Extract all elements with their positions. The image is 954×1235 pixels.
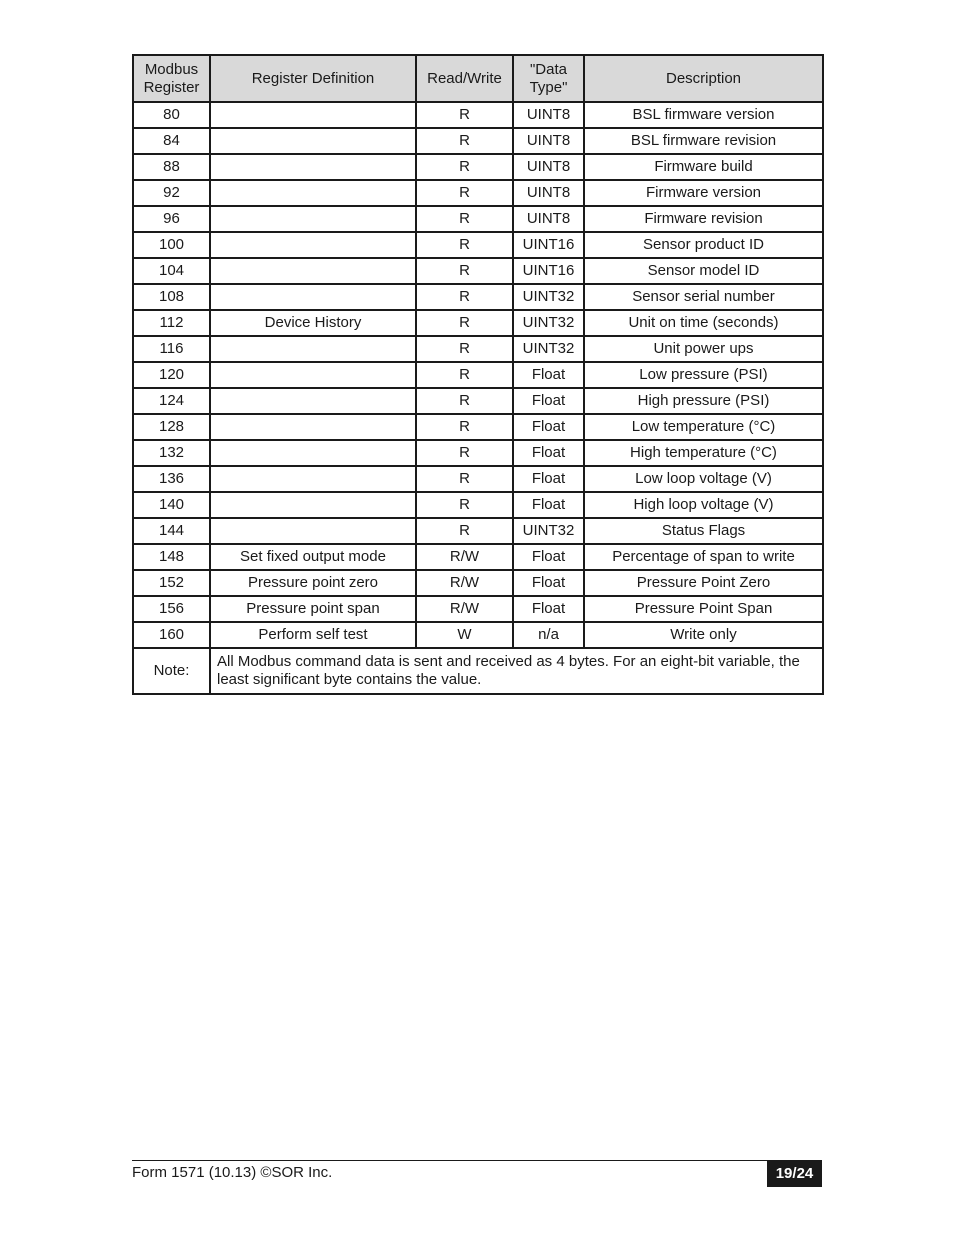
cell-register: 144 [133,518,210,544]
cell-data-type: Float [513,596,584,622]
cell-definition [210,232,416,258]
cell-read-write: R [416,414,513,440]
cell-register: 124 [133,388,210,414]
cell-register: 96 [133,206,210,232]
modbus-register-table [132,54,824,695]
note-row [133,648,823,694]
cell-definition [210,414,416,440]
cell-read-write: R [416,310,513,336]
cell-read-write: R [416,258,513,284]
cell-description: Low pressure (PSI) [584,362,823,388]
cell-register: 140 [133,492,210,518]
cell-definition [210,492,416,518]
cell-data-type: Float [513,466,584,492]
cell-register: 100 [133,232,210,258]
cell-read-write: R [416,492,513,518]
footer-form-text: Form 1571 (10.13) ©SOR Inc. [132,1164,333,1181]
cell-definition [210,180,416,206]
header-read-write: Read/Write [416,55,513,102]
cell-register: 84 [133,128,210,154]
cell-register: 112 [133,310,210,336]
table-row [133,362,823,388]
cell-read-write: R [416,284,513,310]
cell-data-type: UINT8 [513,180,584,206]
cell-definition [210,284,416,310]
cell-description: Low temperature (°C) [584,414,823,440]
note-label: Note: [133,648,210,694]
cell-register: 160 [133,622,210,648]
cell-data-type: UINT32 [513,284,584,310]
cell-register: 148 [133,544,210,570]
table-header-row [133,55,823,102]
cell-read-write: R [416,206,513,232]
table-row [133,388,823,414]
cell-read-write: R [416,336,513,362]
cell-read-write: R [416,102,513,128]
table-row [133,336,823,362]
cell-description: Write only [584,622,823,648]
cell-data-type: Float [513,414,584,440]
cell-definition: Pressure point span [210,596,416,622]
cell-definition [210,102,416,128]
cell-data-type: Float [513,544,584,570]
cell-data-type: UINT8 [513,154,584,180]
footer-divider [132,1160,822,1161]
cell-description: Pressure Point Span [584,596,823,622]
table-row [133,596,823,622]
cell-definition [210,466,416,492]
cell-definition [210,154,416,180]
cell-definition [210,362,416,388]
cell-read-write: R/W [416,596,513,622]
cell-definition [210,440,416,466]
table-row [133,206,823,232]
cell-register: 108 [133,284,210,310]
cell-read-write: R [416,466,513,492]
cell-definition [210,388,416,414]
cell-register: 88 [133,154,210,180]
cell-data-type: UINT8 [513,206,584,232]
cell-description: High pressure (PSI) [584,388,823,414]
cell-read-write: R [416,440,513,466]
cell-description: Percentage of span to write [584,544,823,570]
table-row [133,310,823,336]
cell-read-write: W [416,622,513,648]
cell-data-type: Float [513,570,584,596]
cell-register: 80 [133,102,210,128]
header-description: Description [584,55,823,102]
cell-definition: Device History [210,310,416,336]
cell-data-type: Float [513,440,584,466]
cell-definition: Perform self test [210,622,416,648]
table-row [133,102,823,128]
table-body [133,102,823,694]
cell-definition [210,128,416,154]
cell-description: Sensor model ID [584,258,823,284]
cell-register: 116 [133,336,210,362]
cell-register: 132 [133,440,210,466]
cell-definition: Pressure point zero [210,570,416,596]
cell-data-type: n/a [513,622,584,648]
cell-read-write: R [416,518,513,544]
cell-register: 92 [133,180,210,206]
cell-description: Low loop voltage (V) [584,466,823,492]
cell-description: Firmware build [584,154,823,180]
table-row [133,180,823,206]
table-row [133,128,823,154]
cell-description: Status Flags [584,518,823,544]
cell-data-type: UINT32 [513,310,584,336]
cell-definition [210,258,416,284]
cell-register: 104 [133,258,210,284]
cell-read-write: R [416,232,513,258]
table-row [133,414,823,440]
cell-read-write: R [416,180,513,206]
cell-read-write: R [416,362,513,388]
cell-definition [210,206,416,232]
cell-description: High temperature (°C) [584,440,823,466]
cell-read-write: R/W [416,570,513,596]
cell-description: Unit power ups [584,336,823,362]
cell-data-type: UINT8 [513,102,584,128]
cell-description: Sensor serial number [584,284,823,310]
cell-read-write: R/W [416,544,513,570]
note-text: All Modbus command data is sent and received as 4 bytes. For an eight-bit variable, the least significant byte contains the value. [210,648,823,694]
cell-read-write: R [416,128,513,154]
cell-data-type: UINT32 [513,336,584,362]
cell-description: BSL firmware revision [584,128,823,154]
table-row [133,284,823,310]
table-row [133,258,823,284]
page-number-badge: 19/24 [767,1160,822,1187]
table-row [133,232,823,258]
cell-data-type: UINT16 [513,232,584,258]
cell-description: High loop voltage (V) [584,492,823,518]
cell-description: Unit on time (seconds) [584,310,823,336]
table-row [133,518,823,544]
table-row [133,622,823,648]
cell-register: 128 [133,414,210,440]
cell-data-type: UINT8 [513,128,584,154]
cell-data-type: Float [513,492,584,518]
cell-register: 120 [133,362,210,388]
cell-description: Firmware revision [584,206,823,232]
cell-data-type: UINT32 [513,518,584,544]
cell-description: BSL firmware version [584,102,823,128]
cell-read-write: R [416,154,513,180]
cell-data-type: Float [513,388,584,414]
cell-description: Pressure Point Zero [584,570,823,596]
cell-data-type: UINT16 [513,258,584,284]
cell-read-write: R [416,388,513,414]
cell-description: Firmware version [584,180,823,206]
table-row [133,154,823,180]
cell-register: 156 [133,596,210,622]
cell-definition: Set fixed output mode [210,544,416,570]
table-row [133,440,823,466]
cell-register: 136 [133,466,210,492]
cell-definition [210,336,416,362]
table-row [133,466,823,492]
header-register-definition: Register Definition [210,55,416,102]
header-modbus-register: Modbus Register [133,55,210,102]
cell-description: Sensor product ID [584,232,823,258]
header-data-type: "Data Type" [513,55,584,102]
cell-data-type: Float [513,362,584,388]
cell-register: 152 [133,570,210,596]
table-row [133,492,823,518]
table-row [133,570,823,596]
table-row [133,544,823,570]
cell-definition [210,518,416,544]
